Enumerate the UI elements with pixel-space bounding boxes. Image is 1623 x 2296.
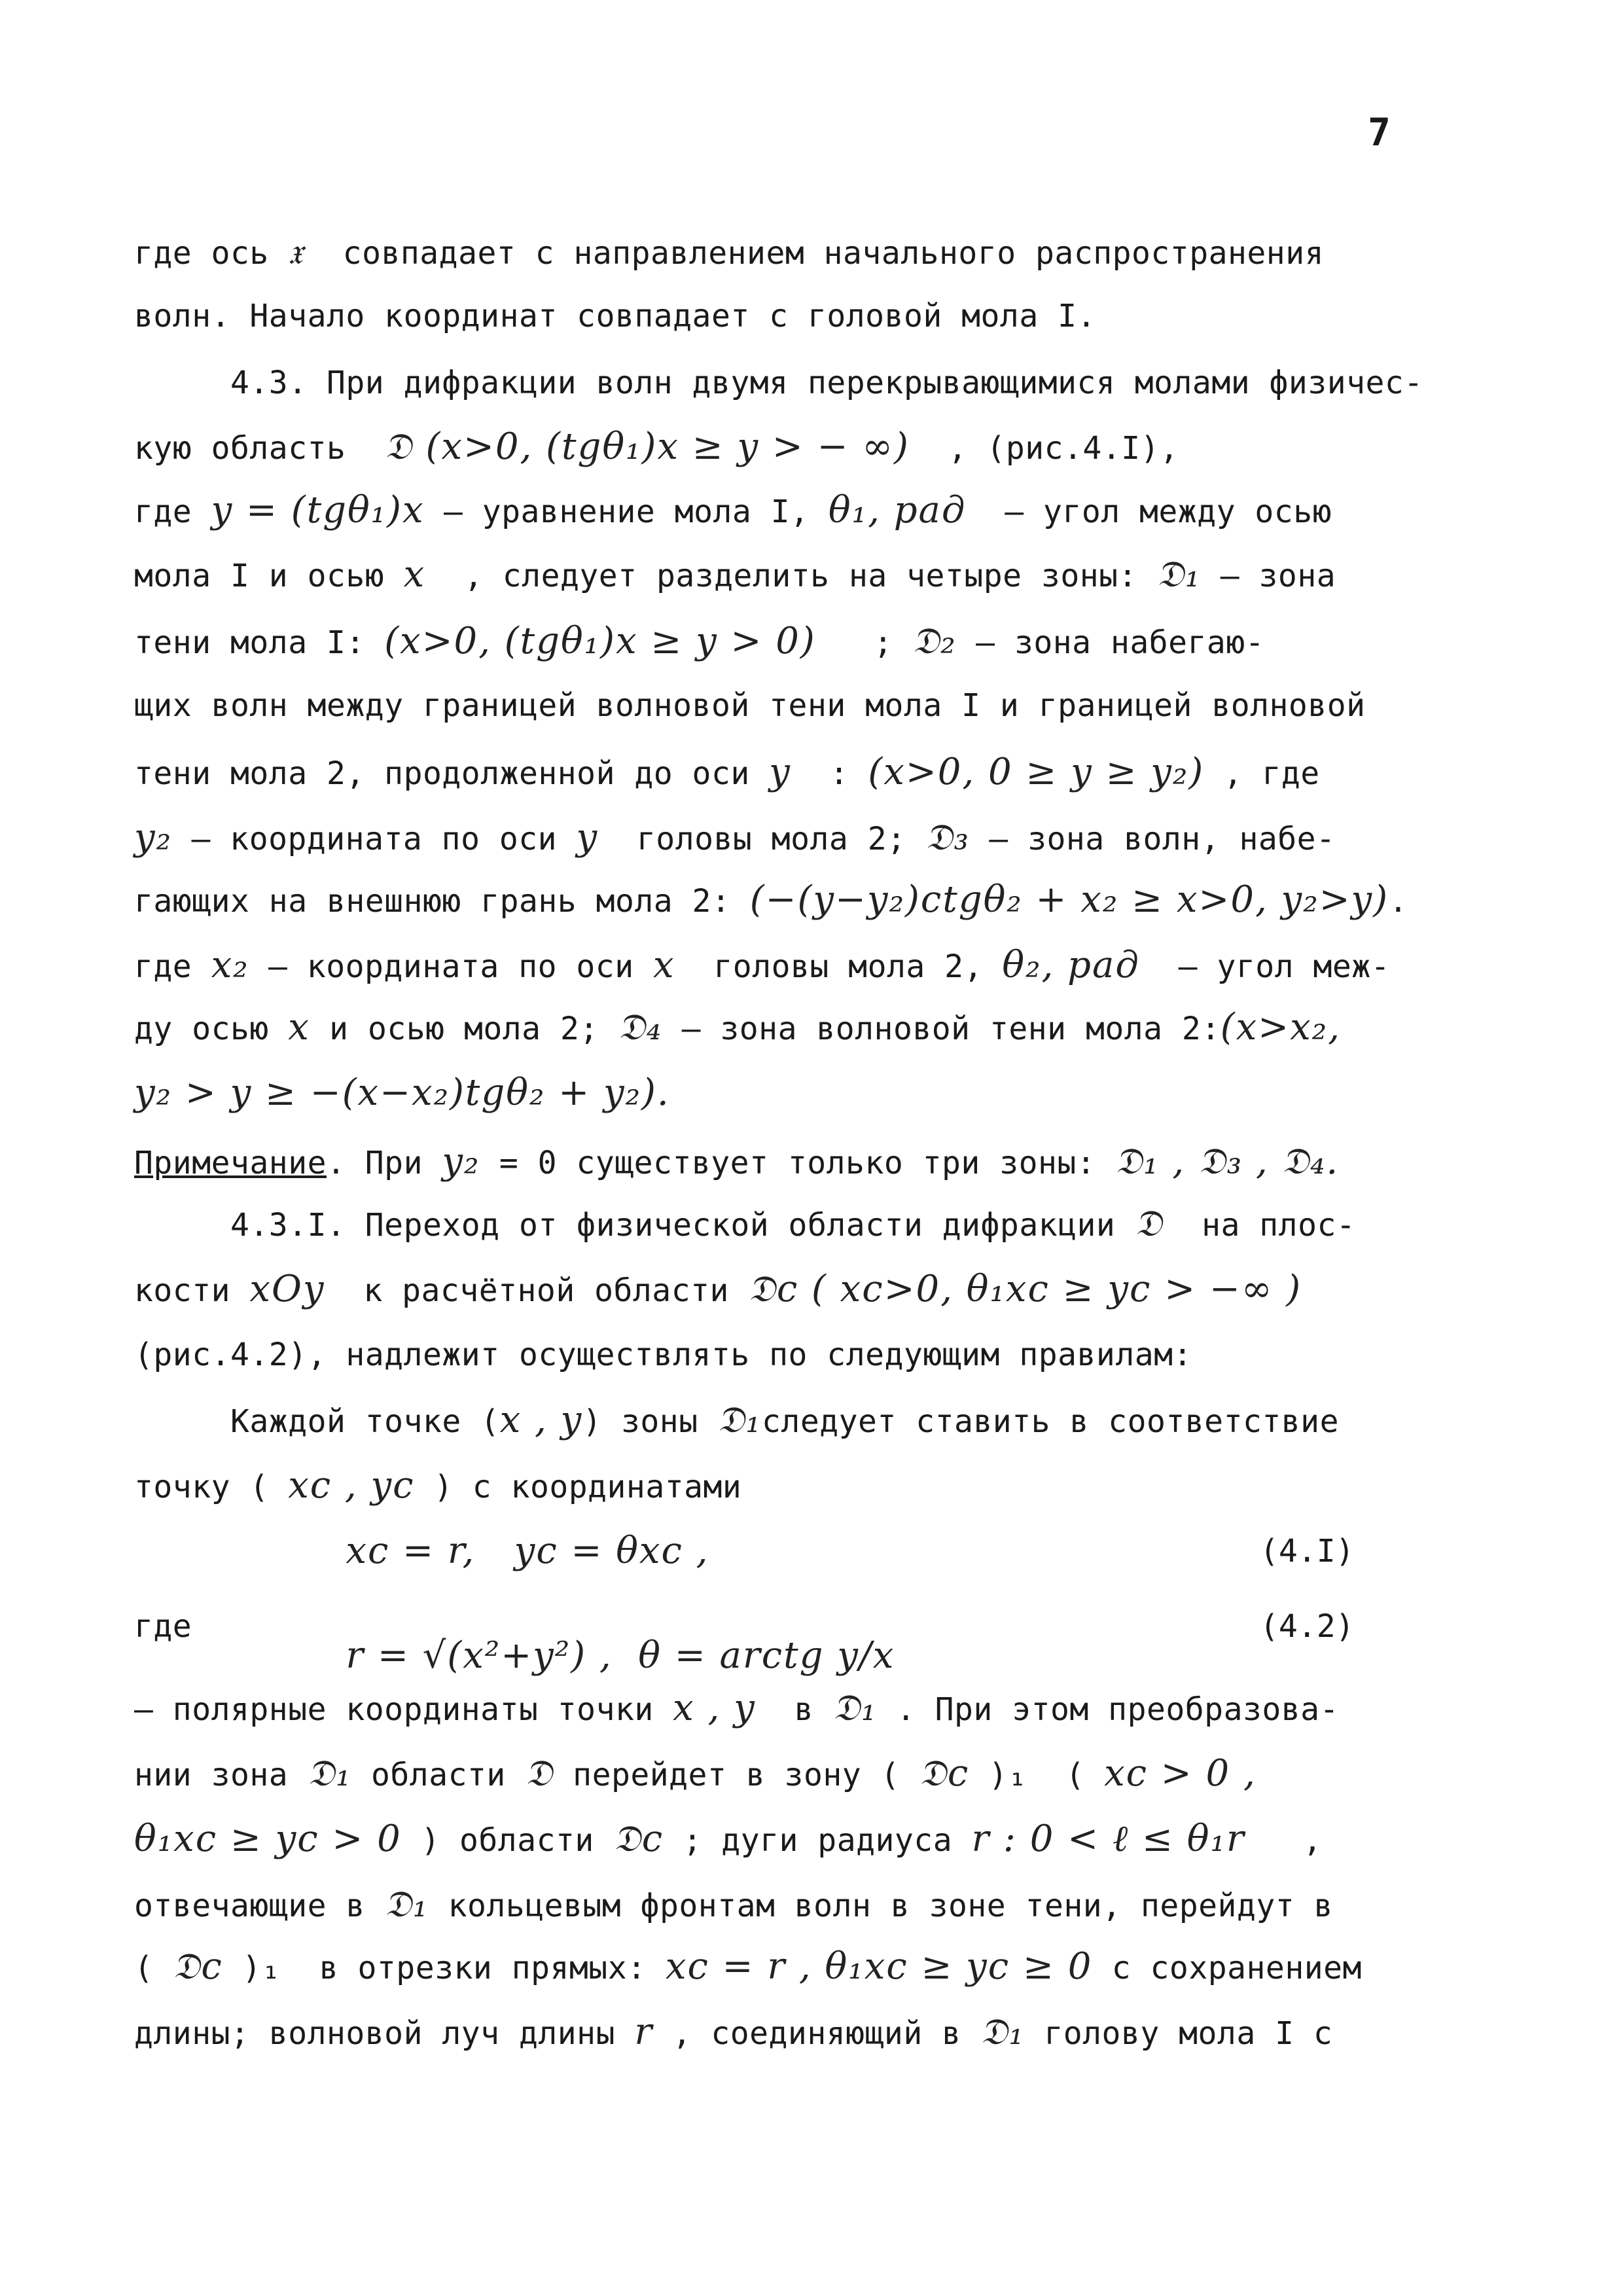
handwritten-formula: (x>0, (tgθ₁)x ≥ y > 0)	[384, 620, 816, 662]
text-line	[134, 232, 1324, 273]
text-line	[134, 1142, 1339, 1183]
handwritten-formula: x₂	[211, 944, 249, 986]
handwritten-formula: y₂ > y ≥ −(x−x₂)tgθ₂ + y₂).	[134, 1071, 670, 1114]
typed-text: в	[755, 1691, 833, 1728]
text-line	[134, 622, 1264, 662]
handwritten-formula: 𝔵	[288, 230, 304, 273]
typed-text: где	[134, 948, 211, 985]
typed-text: следует ставить в соответствие	[762, 1403, 1339, 1440]
handwritten-formula: xOy	[249, 1268, 325, 1310]
typed-text: – полярные координаты точки	[134, 1691, 673, 1728]
typed-text: ,	[1245, 1822, 1323, 1859]
text-line	[134, 363, 1423, 403]
handwritten-formula: 𝔇	[1134, 1202, 1164, 1245]
typed-text: кую область	[134, 430, 385, 467]
text-line	[134, 1885, 1333, 1926]
text-line	[134, 1754, 1257, 1795]
text-line	[134, 753, 1320, 793]
typed-text: – уравнение мола I,	[424, 493, 829, 530]
handwritten-formula: 𝔇₂	[912, 620, 957, 662]
text-line	[134, 1204, 1355, 1245]
typed-text: головы мола 2,	[675, 948, 1003, 985]
typed-text: гающих на внешнюю грань мола 2:	[134, 883, 750, 920]
handwritten-formula: 𝔇₄	[618, 1006, 663, 1049]
typed-text: ) зоны	[582, 1403, 717, 1440]
handwritten-formula: 𝔇	[525, 1752, 554, 1795]
handwritten-formula: 𝔇c ( xc>0, θ₁xc ≥ yc > −∞ )	[748, 1268, 1302, 1310]
typed-text: (	[134, 1950, 173, 1986]
text-line	[134, 946, 1390, 986]
typed-text: Каждой точке (	[134, 1403, 500, 1440]
typed-text: – координата по оси	[172, 821, 577, 857]
typed-text: кольцевым фронтам волн в зоне тени, перейдут в	[429, 1888, 1333, 1924]
typed-text: области	[351, 1757, 526, 1793]
typed-text: ) с координатами	[414, 1469, 742, 1505]
handwritten-formula: y = (tgθ₁)x	[211, 489, 425, 531]
typed-text: отвечающие в	[134, 1888, 385, 1924]
text-line	[134, 1947, 1362, 1988]
handwritten-formula: x , y	[673, 1687, 756, 1729]
typed-text: – угол между осью	[966, 493, 1332, 530]
handwritten-formula: xc = r , θ₁xc ≥ yc ≥ 0	[665, 1945, 1093, 1988]
typed-text: , соединяющий в	[653, 2015, 980, 2052]
text-line	[134, 686, 1366, 725]
typed-text: (рис.4.2), надлежит осуществлять по следующим правилам:	[134, 1336, 1192, 1373]
typed-text: , (рис.4.I),	[909, 430, 1179, 467]
text-line	[134, 491, 1332, 531]
text-line	[134, 818, 1335, 859]
typed-text: , где	[1204, 755, 1320, 792]
typed-text: мола I и осью	[134, 558, 404, 594]
typed-text: = 0 существует только три зоны:	[480, 1145, 1115, 1181]
text-line	[134, 1532, 709, 1572]
handwritten-formula: y₂	[134, 816, 173, 859]
handwritten-formula: 𝔇c	[919, 1752, 970, 1795]
handwritten-formula: xc > 0 ,	[1104, 1752, 1257, 1795]
typed-text: к расчётной области	[325, 1272, 749, 1309]
text-line	[134, 1008, 1341, 1049]
typed-text: )₁ (	[969, 1757, 1105, 1793]
handwritten-formula: 𝔇 (x>0, (tgθ₁)x ≥ y > − ∞)	[384, 425, 910, 468]
handwritten-formula: 𝔇₁	[980, 2011, 1025, 2053]
typed-text: ; дуги радиуса	[664, 1822, 972, 1859]
typed-text: ;	[815, 624, 912, 661]
typed-text: где	[134, 493, 211, 530]
typed-text: головы мола 2;	[598, 821, 925, 857]
handwritten-formula: x	[288, 1006, 310, 1049]
typed-text: тени мола I:	[134, 624, 385, 661]
handwritten-formula: 𝔇₁	[384, 1883, 429, 1926]
text-line	[134, 1820, 1322, 1860]
text-line	[134, 555, 1336, 596]
handwritten-formula: x , y	[499, 1399, 583, 1441]
handwritten-formula: 𝔇c	[172, 1945, 223, 1988]
handwritten-formula: r	[634, 2011, 654, 2053]
handwritten-formula: 𝔇₃	[925, 816, 970, 859]
typed-text: с сохранением	[1092, 1950, 1362, 1986]
typed-text: тени мола 2, продолженной до оси	[134, 755, 770, 792]
text-line	[134, 1689, 1339, 1729]
handwritten-formula: 𝔇₁	[1156, 553, 1202, 596]
typed-text: перейдет в зону (	[553, 1757, 919, 1793]
handwritten-formula: (−(y−y₂)ctgθ₂ + x₂ ≥ x>0, y₂>y)	[749, 878, 1389, 921]
typed-text: – угол меж-	[1139, 948, 1391, 985]
text-line	[134, 1335, 1192, 1374]
typed-text: где ось	[134, 235, 289, 272]
typed-text: :	[791, 755, 868, 792]
handwritten-formula: r = √(x²+y²) , θ = arctg y/x	[346, 1634, 895, 1677]
text-line	[134, 1270, 1302, 1310]
typed-text: нии зона	[134, 1757, 308, 1793]
text-line	[134, 1401, 1339, 1441]
typed-text: ) области	[401, 1822, 614, 1859]
text-line	[134, 1073, 670, 1114]
equation-number-4-2: (4.2)	[1260, 1608, 1355, 1645]
handwritten-formula: x	[403, 553, 426, 596]
typed-text: ду осью	[134, 1011, 289, 1047]
typed-text: точку (	[134, 1469, 289, 1505]
typed-text: щих волн между границей волновой тени мола I и границей волновой	[134, 687, 1366, 724]
typed-text: 4.3. При дифракции волн двумя перекрывающимися молами физичес-	[134, 365, 1423, 401]
handwritten-formula: θ₂, рад	[1002, 944, 1140, 986]
text-line	[134, 1636, 895, 1677]
text-line	[134, 296, 1096, 336]
typed-text: и осью мола 2;	[310, 1011, 618, 1047]
text-line	[134, 880, 1408, 921]
typed-text: , следует разделить на четыре зоны:	[425, 558, 1157, 594]
handwritten-formula: y₂	[442, 1140, 480, 1183]
text-line	[134, 2013, 1332, 2053]
typed-text	[134, 1639, 346, 1676]
handwritten-formula: 𝔇₁	[717, 1399, 762, 1441]
typed-text: )₁ в отрезки прямых:	[223, 1950, 666, 1986]
typed-text: . При этом преобразова-	[877, 1691, 1339, 1728]
typed-text: – координата по оси	[249, 948, 653, 985]
typed-text: совпадает с направлением начального распространения	[304, 235, 1324, 272]
typed-text	[134, 1534, 346, 1571]
handwritten-formula: θ₁, рад	[828, 489, 967, 531]
handwritten-formula: 𝔇c	[613, 1818, 664, 1860]
typed-text: – зона	[1201, 558, 1336, 594]
handwritten-formula: 𝔇₁	[307, 1752, 352, 1795]
handwritten-formula: r : 0 < ℓ ≤ θ₁r	[971, 1818, 1245, 1860]
handwritten-formula: y	[769, 751, 791, 793]
note-label: Примечание	[134, 1145, 327, 1181]
typed-text: на плос-	[1163, 1207, 1356, 1244]
handwritten-formula: xc , yc	[288, 1464, 415, 1507]
handwritten-formula: 𝔇₁	[832, 1687, 878, 1729]
handwritten-formula: y	[576, 816, 599, 859]
typed-text: длины; волновой луч длины	[134, 2015, 635, 2052]
typed-text: – зона набегаю-	[956, 624, 1265, 661]
handwritten-formula: xc = r, yc = θxc ,	[346, 1530, 709, 1572]
handwritten-formula: 𝔇₁ , 𝔇₃ , 𝔇₄.	[1115, 1140, 1340, 1183]
typed-text: где	[134, 1608, 192, 1645]
text-line	[134, 427, 1179, 468]
handwritten-formula: (x>0, 0 ≥ y ≥ y₂)	[868, 751, 1205, 793]
typed-text: – зона волновой тени мола 2:	[662, 1011, 1221, 1047]
typed-text: 4.3.I. Переход от физической области дифракции	[134, 1207, 1135, 1244]
page-number: 7	[1368, 110, 1391, 154]
typed-text: – зона волн, набе-	[969, 821, 1336, 857]
typed-text: . При	[326, 1145, 442, 1181]
typed-text: голову мола I с	[1024, 2015, 1333, 2052]
typed-text: волн. Начало координат совпадает с головой мола I.	[134, 298, 1096, 334]
handwritten-formula: x	[653, 944, 675, 986]
typed-text: .	[1389, 883, 1408, 920]
equation-number-4-1: (4.I)	[1260, 1533, 1355, 1570]
typed-text: кости	[134, 1272, 250, 1309]
text-line	[134, 1466, 741, 1507]
handwritten-formula: (x>x₂,	[1220, 1006, 1341, 1049]
handwritten-formula: θ₁xc ≥ yc > 0	[134, 1818, 402, 1860]
